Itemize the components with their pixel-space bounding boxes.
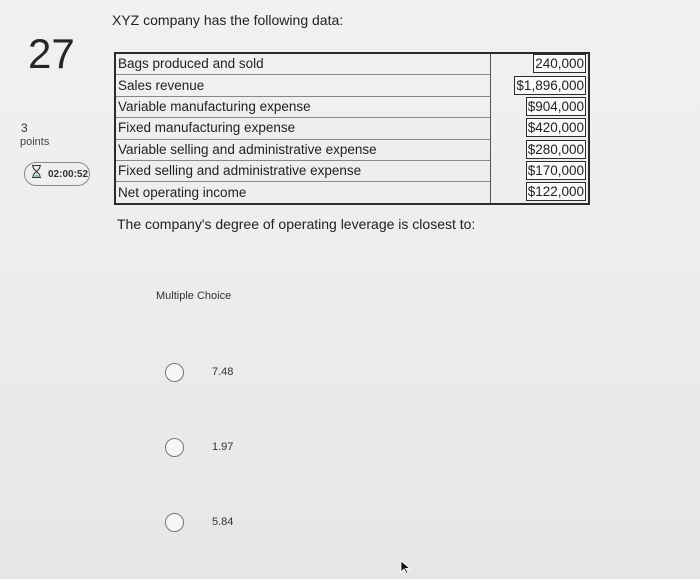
row-label: Bags produced and sold: [118, 56, 264, 72]
row-label: Variable selling and administrative expense: [115, 139, 491, 160]
table-row: [115, 53, 589, 75]
row-value: $122,000: [527, 184, 584, 200]
table-row: [115, 160, 589, 181]
row-label: Fixed selling and administrative expense: [115, 160, 491, 181]
row-label: Fixed manufacturing expense: [115, 118, 491, 139]
question-intro: XYZ company has the following data:: [112, 12, 344, 28]
table-row: [115, 75, 589, 96]
option-label: 5.84: [212, 516, 234, 528]
multiple-choice-label: Multiple Choice: [156, 290, 232, 302]
answer-option-1[interactable]: [165, 359, 365, 385]
table-row: [115, 182, 589, 204]
row-value: $170,000: [527, 163, 584, 179]
row-label: Variable manufacturing expense: [115, 96, 491, 117]
points-label: points: [20, 136, 50, 148]
answer-option-2[interactable]: [165, 434, 365, 460]
timer-badge[interactable]: [24, 162, 90, 186]
option-label: 1.97: [212, 441, 234, 453]
radio-button-icon[interactable]: [165, 363, 184, 382]
timer-text: 02:00:52: [48, 168, 89, 180]
radio-button-icon[interactable]: [165, 513, 184, 532]
answer-option-3[interactable]: [165, 509, 365, 535]
radio-button-icon[interactable]: [165, 438, 184, 457]
table-row: [115, 139, 589, 160]
row-label: Net operating income: [115, 182, 491, 204]
question-prompt: The company's degree of operating leverage is closest to:: [117, 216, 476, 232]
data-table: [114, 52, 590, 205]
row-label: Sales revenue: [115, 75, 491, 96]
row-value: $904,000: [527, 98, 584, 114]
row-value: $1,896,000: [516, 77, 584, 93]
mouse-pointer-icon: [400, 560, 412, 574]
row-value: $420,000: [527, 120, 584, 136]
hourglass-icon: [31, 165, 42, 183]
question-number: 27: [28, 30, 75, 77]
row-value: $280,000: [527, 141, 584, 157]
row-value: 240,000: [535, 56, 584, 72]
table-row: [115, 118, 589, 139]
table-row: [115, 96, 589, 117]
points-value: 3: [21, 121, 28, 135]
option-label: 7.48: [212, 366, 234, 378]
